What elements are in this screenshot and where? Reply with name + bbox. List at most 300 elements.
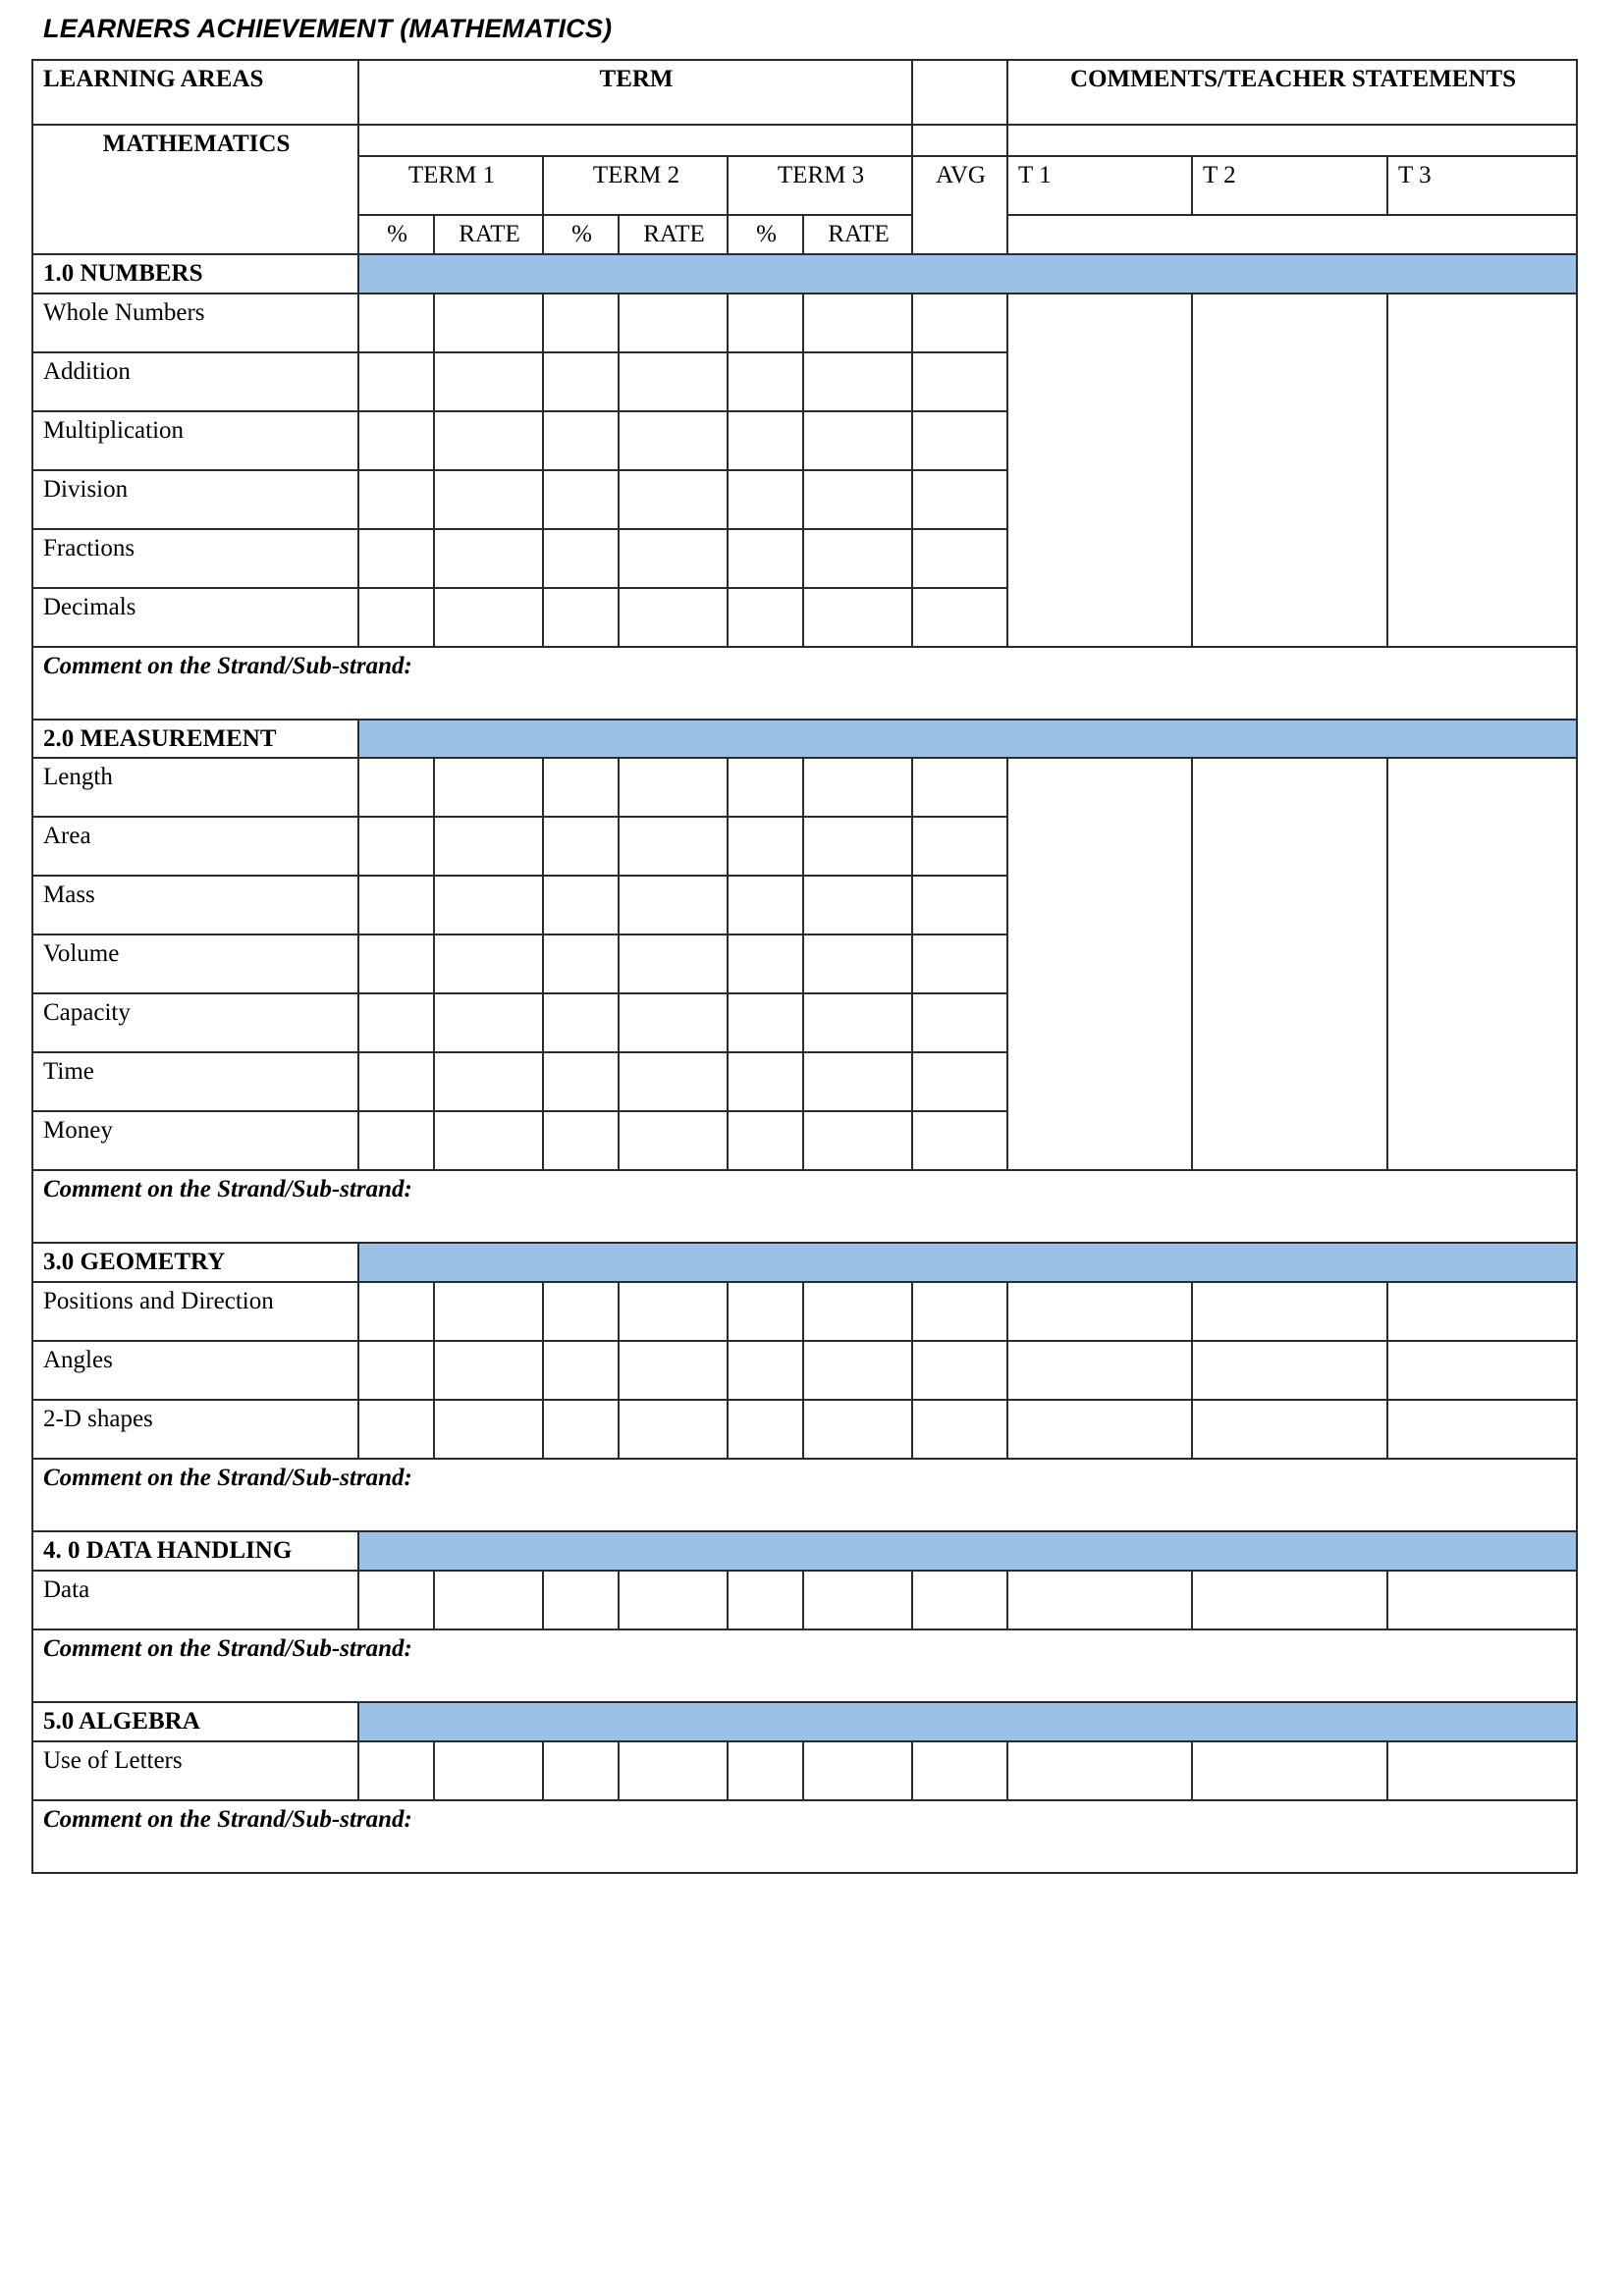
score-cell[interactable]: [434, 529, 543, 588]
score-cell-label: [620, 1742, 727, 1751]
score-cell[interactable]: [728, 1341, 803, 1400]
score-cell[interactable]: [803, 1111, 912, 1170]
score-cell[interactable]: [912, 934, 1007, 993]
score-cell-label: [729, 353, 802, 362]
row-label-numbers-4: [32, 529, 358, 588]
score-cell[interactable]: [912, 993, 1007, 1052]
teacher-comment-t1-label: [1008, 1572, 1191, 1580]
score-cell[interactable]: [803, 758, 912, 817]
score-cell[interactable]: [803, 1571, 912, 1629]
score-cell[interactable]: [358, 1341, 434, 1400]
score-cell-label: [804, 1572, 911, 1580]
teacher-comment-t3-label: [1388, 1572, 1576, 1580]
teacher-comment-t3[interactable]: [1387, 758, 1577, 1170]
term-spacer: [358, 125, 912, 156]
score-cell-label: [435, 1053, 542, 1062]
header-rate-t3-label: RATE: [828, 221, 890, 247]
header-term-label: TERM: [599, 66, 674, 92]
teacher-comment-t1[interactable]: [1007, 1400, 1192, 1459]
section-band-numbers: [358, 254, 1577, 294]
score-cell[interactable]: [912, 1741, 1007, 1800]
score-cell-label: [359, 1053, 433, 1062]
comment-on-strand-measurement-label: Comment on the Strand/Sub-strand:: [43, 1176, 412, 1203]
score-cell-label: [620, 589, 727, 598]
score-cell-label: [804, 353, 911, 362]
score-cell[interactable]: [619, 876, 728, 934]
score-cell[interactable]: [434, 470, 543, 529]
teacher-comment-t3[interactable]: [1387, 294, 1577, 647]
row-label-measurement-0: [32, 758, 358, 817]
score-cell[interactable]: [619, 1571, 728, 1629]
teacher-comment-t2[interactable]: [1192, 1400, 1387, 1459]
data-row: [32, 758, 1577, 817]
score-cell[interactable]: [358, 817, 434, 876]
score-cell-label: [435, 935, 542, 944]
score-cell-label: [804, 1401, 911, 1410]
score-cell[interactable]: [912, 470, 1007, 529]
score-cell-label: [544, 1742, 618, 1751]
score-cell[interactable]: [543, 1741, 619, 1800]
comment-on-strand-numbers[interactable]: [32, 647, 1577, 720]
score-cell[interactable]: [803, 352, 912, 411]
score-cell[interactable]: [358, 588, 434, 647]
score-cell[interactable]: [728, 1400, 803, 1459]
score-cell-label: [544, 1342, 618, 1351]
header-term-2: [543, 156, 728, 215]
section-title-geometry-label: 3.0 GEOMETRY: [43, 1249, 226, 1276]
score-cell[interactable]: [358, 758, 434, 817]
header-term-2-label: TERM 2: [592, 162, 680, 188]
row-label-numbers-0: [32, 294, 358, 352]
score-cell[interactable]: [543, 993, 619, 1052]
score-cell[interactable]: [543, 411, 619, 470]
row-label-geometry-2: [32, 1400, 358, 1459]
score-cell-label: [804, 589, 911, 598]
score-cell[interactable]: [619, 1341, 728, 1400]
score-cell[interactable]: [912, 1341, 1007, 1400]
row-label-measurement-0-label: Length: [43, 764, 113, 791]
teacher-comment-t1-label: [1008, 294, 1191, 303]
score-cell[interactable]: [434, 411, 543, 470]
comment-on-strand-geometry[interactable]: [32, 1459, 1577, 1531]
score-cell[interactable]: [619, 993, 728, 1052]
score-cell[interactable]: [619, 352, 728, 411]
header-term-1-label: TERM 1: [407, 162, 496, 188]
comment-on-strand-algebra[interactable]: [32, 1800, 1577, 1873]
score-cell-label: [359, 818, 433, 827]
teacher-comment-t2[interactable]: [1192, 294, 1387, 647]
score-cell[interactable]: [434, 1282, 543, 1341]
teacher-comment-t1[interactable]: [1007, 1571, 1192, 1629]
score-cell[interactable]: [619, 529, 728, 588]
row-label-measurement-4: [32, 993, 358, 1052]
score-cell[interactable]: [912, 588, 1007, 647]
score-cell-label: [435, 1112, 542, 1121]
score-cell[interactable]: [619, 934, 728, 993]
comment-row-geometry: [32, 1459, 1577, 1531]
teacher-comment-t3[interactable]: [1387, 1741, 1577, 1800]
score-cell-label: [804, 994, 911, 1003]
score-cell-label: [913, 759, 1006, 768]
score-cell[interactable]: [543, 470, 619, 529]
score-cell[interactable]: [728, 1741, 803, 1800]
score-cell-label: [544, 471, 618, 480]
score-cell[interactable]: [358, 529, 434, 588]
score-cell[interactable]: [728, 1282, 803, 1341]
teacher-comment-t3[interactable]: [1387, 1341, 1577, 1400]
score-cell[interactable]: [912, 817, 1007, 876]
score-cell-label: [620, 294, 727, 303]
score-cell[interactable]: [619, 1052, 728, 1111]
teacher-comment-t2[interactable]: [1192, 1571, 1387, 1629]
score-cell[interactable]: [912, 411, 1007, 470]
score-cell[interactable]: [728, 1052, 803, 1111]
row-label-measurement-2-label: Mass: [43, 881, 95, 909]
score-cell[interactable]: [728, 758, 803, 817]
data-row: [32, 294, 1577, 352]
score-cell[interactable]: [619, 588, 728, 647]
section-header-row-algebra: [32, 1702, 1577, 1741]
score-cell-label: [729, 471, 802, 480]
achievement-table: [31, 59, 1578, 1874]
row-label-geometry-2-label: 2-D shapes: [43, 1406, 153, 1432]
teacher-comment-t2[interactable]: [1192, 1282, 1387, 1341]
score-cell[interactable]: [543, 1571, 619, 1629]
teacher-comment-t2[interactable]: [1192, 758, 1387, 1170]
score-cell[interactable]: [543, 1111, 619, 1170]
teacher-comment-t2[interactable]: [1192, 1741, 1387, 1800]
section-header-row-numbers: [32, 254, 1577, 294]
score-cell[interactable]: [358, 993, 434, 1052]
score-cell-label: [913, 1283, 1006, 1292]
score-cell[interactable]: [803, 1282, 912, 1341]
section-title-geometry: [32, 1243, 358, 1282]
score-cell[interactable]: [619, 294, 728, 352]
teacher-comment-t2-label: [1193, 1401, 1386, 1410]
teacher-comment-t1[interactable]: [1007, 294, 1192, 647]
comment-on-strand-data-handling[interactable]: [32, 1629, 1577, 1702]
score-cell-label: [435, 471, 542, 480]
section-title-data-handling: [32, 1531, 358, 1571]
score-cell[interactable]: [434, 1052, 543, 1111]
score-cell[interactable]: [358, 411, 434, 470]
score-cell-label: [804, 530, 911, 539]
score-cell[interactable]: [803, 411, 912, 470]
score-cell-label: [804, 1283, 911, 1292]
comments-spacer: [1007, 125, 1577, 156]
comment-row-numbers: [32, 647, 1577, 720]
score-cell[interactable]: [434, 993, 543, 1052]
row-label-algebra-0: [32, 1741, 358, 1800]
score-cell[interactable]: [803, 993, 912, 1052]
teacher-comment-t3-label: [1388, 1342, 1576, 1351]
header-avg-spacer-label: [913, 61, 1006, 70]
score-cell[interactable]: [912, 352, 1007, 411]
score-cell[interactable]: [912, 529, 1007, 588]
score-cell-label: [359, 589, 433, 598]
score-cell[interactable]: [912, 1111, 1007, 1170]
header-t3-label: T 3: [1398, 162, 1432, 188]
score-cell-label: [359, 412, 433, 421]
score-cell-label: [804, 471, 911, 480]
score-cell[interactable]: [434, 588, 543, 647]
score-cell-label: [435, 1342, 542, 1351]
score-cell[interactable]: [728, 352, 803, 411]
score-cell-label: [913, 1572, 1006, 1580]
score-cell[interactable]: [358, 352, 434, 411]
teacher-comment-t1[interactable]: [1007, 758, 1192, 1170]
header-row-top: [32, 60, 1577, 125]
score-cell[interactable]: [728, 294, 803, 352]
teacher-comment-t1-label: [1008, 1742, 1191, 1751]
teacher-comment-t3-label: [1388, 759, 1576, 768]
teacher-comment-t2-label: [1193, 294, 1386, 303]
header-rate-t2: [619, 215, 728, 254]
header-comments-teacher-statements-label: COMMENTS/TEACHER STATEMENTS: [1070, 66, 1517, 92]
score-cell[interactable]: [543, 817, 619, 876]
header-rate-t1: [434, 215, 543, 254]
score-cell-label: [435, 1572, 542, 1580]
score-cell-label: [544, 994, 618, 1003]
score-cell-label: [804, 294, 911, 303]
score-cell-label: [544, 759, 618, 768]
score-cell[interactable]: [358, 470, 434, 529]
teacher-comment-t3-label: [1388, 294, 1576, 303]
score-cell[interactable]: [728, 993, 803, 1052]
score-cell-label: [435, 294, 542, 303]
score-cell-label: [544, 589, 618, 598]
score-cell[interactable]: [434, 1400, 543, 1459]
score-cell[interactable]: [619, 1111, 728, 1170]
score-cell-label: [729, 294, 802, 303]
score-cell[interactable]: [803, 1341, 912, 1400]
row-label-measurement-5-label: Time: [43, 1058, 94, 1086]
score-cell[interactable]: [358, 294, 434, 352]
score-cell[interactable]: [728, 470, 803, 529]
score-cell[interactable]: [803, 1400, 912, 1459]
score-cell-label: [359, 1283, 433, 1292]
row-label-numbers-1: [32, 352, 358, 411]
data-row: [32, 1571, 1577, 1629]
score-cell[interactable]: [543, 1052, 619, 1111]
score-cell-label: [620, 530, 727, 539]
score-cell-label: [729, 1283, 802, 1292]
score-cell[interactable]: [728, 588, 803, 647]
score-cell-label: [913, 1742, 1006, 1751]
score-cell[interactable]: [619, 411, 728, 470]
score-cell[interactable]: [619, 1741, 728, 1800]
score-cell[interactable]: [434, 294, 543, 352]
teacher-comment-t3[interactable]: [1387, 1282, 1577, 1341]
row-label-data-handling-0-label: Data: [43, 1575, 90, 1603]
score-cell[interactable]: [912, 758, 1007, 817]
row-label-measurement-5: [32, 1052, 358, 1111]
score-cell-label: [435, 994, 542, 1003]
score-cell-label: [359, 530, 433, 539]
score-cell[interactable]: [543, 1400, 619, 1459]
score-cell[interactable]: [543, 934, 619, 993]
score-cell-label: [729, 877, 802, 885]
teacher-comment-t3[interactable]: [1387, 1400, 1577, 1459]
section-band-geometry-label: [359, 1244, 1576, 1253]
score-cell[interactable]: [543, 529, 619, 588]
score-cell[interactable]: [358, 1741, 434, 1800]
score-cell[interactable]: [728, 934, 803, 993]
score-cell-label: [359, 1342, 433, 1351]
section-band-measurement-label: [359, 721, 1576, 729]
score-cell[interactable]: [728, 529, 803, 588]
teacher-comment-t1[interactable]: [1007, 1341, 1192, 1400]
score-cell-label: [913, 530, 1006, 539]
score-cell[interactable]: [543, 876, 619, 934]
row-label-measurement-3: [32, 934, 358, 993]
teacher-comment-t1[interactable]: [1007, 1741, 1192, 1800]
teacher-comment-t2-label: [1193, 1342, 1386, 1351]
score-cell[interactable]: [803, 934, 912, 993]
score-cell-label: [620, 412, 727, 421]
row-label-geometry-1: [32, 1341, 358, 1400]
header-t1: [1007, 156, 1192, 215]
score-cell-label: [620, 1112, 727, 1121]
score-cell-label: [804, 935, 911, 944]
score-cell[interactable]: [803, 1052, 912, 1111]
score-cell[interactable]: [728, 1571, 803, 1629]
row-label-numbers-3: [32, 470, 358, 529]
header-t2: [1192, 156, 1387, 215]
teacher-comment-t2[interactable]: [1192, 1341, 1387, 1400]
score-cell[interactable]: [358, 1282, 434, 1341]
comment-on-strand-geometry-label: Comment on the Strand/Sub-strand:: [43, 1465, 412, 1491]
row-label-measurement-1: [32, 817, 358, 876]
score-cell[interactable]: [358, 1400, 434, 1459]
comment-on-strand-measurement[interactable]: [32, 1170, 1577, 1243]
teacher-comment-t3[interactable]: [1387, 1571, 1577, 1629]
score-cell-label: [729, 1112, 802, 1121]
score-cell-label: [435, 877, 542, 885]
comment-row-algebra: [32, 1800, 1577, 1873]
teacher-comment-t1[interactable]: [1007, 1282, 1192, 1341]
score-cell[interactable]: [912, 876, 1007, 934]
row-label-measurement-1-label: Area: [43, 823, 91, 850]
score-cell[interactable]: [803, 588, 912, 647]
score-cell[interactable]: [434, 876, 543, 934]
score-cell[interactable]: [803, 294, 912, 352]
score-cell[interactable]: [434, 758, 543, 817]
row-label-numbers-4-label: Fractions: [43, 534, 135, 561]
score-cell[interactable]: [728, 1111, 803, 1170]
score-cell[interactable]: [434, 817, 543, 876]
score-cell[interactable]: [912, 294, 1007, 352]
score-cell[interactable]: [728, 876, 803, 934]
score-cell[interactable]: [358, 1052, 434, 1111]
header-subject-mathematics-label: MATHEMATICS: [102, 131, 291, 157]
header-subject-mathematics: [32, 125, 358, 254]
score-cell-label: [913, 353, 1006, 362]
score-cell[interactable]: [728, 411, 803, 470]
score-cell-label: [620, 471, 727, 480]
score-cell[interactable]: [803, 529, 912, 588]
score-cell[interactable]: [619, 1400, 728, 1459]
score-cell-label: [620, 1283, 727, 1292]
score-cell-label: [544, 1572, 618, 1580]
score-cell-label: [729, 994, 802, 1003]
score-cell[interactable]: [543, 352, 619, 411]
score-cell-label: [435, 1283, 542, 1292]
header-term: [358, 60, 912, 125]
score-cell[interactable]: [912, 1282, 1007, 1341]
score-cell[interactable]: [543, 294, 619, 352]
score-cell[interactable]: [803, 817, 912, 876]
comment-on-strand-data-handling-label: Comment on the Strand/Sub-strand:: [43, 1634, 412, 1662]
section-band-data-handling: [358, 1531, 1577, 1571]
header-rate-t3: [803, 215, 912, 254]
header-rate-t1-label: RATE: [459, 221, 520, 247]
score-cell-label: [729, 1401, 802, 1410]
score-cell[interactable]: [434, 352, 543, 411]
score-cell[interactable]: [358, 1571, 434, 1629]
score-cell[interactable]: [358, 876, 434, 934]
score-cell[interactable]: [358, 934, 434, 993]
score-cell[interactable]: [543, 1282, 619, 1341]
score-cell[interactable]: [619, 758, 728, 817]
score-cell[interactable]: [803, 876, 912, 934]
score-cell[interactable]: [912, 1052, 1007, 1111]
score-cell[interactable]: [803, 470, 912, 529]
score-cell[interactable]: [543, 588, 619, 647]
data-row: [32, 1341, 1577, 1400]
score-cell[interactable]: [912, 1571, 1007, 1629]
score-cell[interactable]: [434, 934, 543, 993]
score-cell[interactable]: [619, 1282, 728, 1341]
row-label-measurement-2: [32, 876, 358, 934]
header-percent-t1-label: %: [387, 221, 407, 247]
score-cell[interactable]: [434, 1571, 543, 1629]
score-cell-label: [435, 530, 542, 539]
score-cell-label: [435, 759, 542, 768]
score-cell-label: [804, 1053, 911, 1062]
score-cell[interactable]: [803, 1741, 912, 1800]
row-label-measurement-6-label: Money: [43, 1117, 113, 1145]
score-cell-label: [729, 759, 802, 768]
header-avg-label: AVG: [936, 162, 986, 188]
score-cell[interactable]: [434, 1111, 543, 1170]
score-cell[interactable]: [543, 1341, 619, 1400]
section-header-row-geometry: [32, 1243, 1577, 1282]
score-cell[interactable]: [358, 1111, 434, 1170]
section-title-measurement-label: 2.0 MEASUREMENT: [43, 724, 277, 752]
score-cell[interactable]: [543, 758, 619, 817]
score-cell-label: [913, 877, 1006, 885]
section-band-geometry: [358, 1243, 1577, 1282]
score-cell[interactable]: [434, 1341, 543, 1400]
score-cell[interactable]: [912, 1400, 1007, 1459]
row-label-algebra-0-label: Use of Letters: [43, 1746, 183, 1774]
page-title: LEARNERS ACHIEVEMENT (MATHEMATICS): [43, 14, 613, 43]
score-cell-label: [544, 1283, 618, 1292]
score-cell[interactable]: [434, 1741, 543, 1800]
score-cell[interactable]: [619, 470, 728, 529]
score-cell-label: [359, 994, 433, 1003]
score-cell[interactable]: [619, 817, 728, 876]
section-band-algebra: [358, 1702, 1577, 1741]
score-cell-label: [544, 1401, 618, 1410]
score-cell[interactable]: [728, 817, 803, 876]
header-learning-areas: [32, 60, 358, 125]
score-cell-label: [620, 759, 727, 768]
section-header-row-measurement: [32, 720, 1577, 759]
header-t1-label: T 1: [1018, 162, 1052, 188]
teacher-comment-t2-label: [1193, 1572, 1386, 1580]
